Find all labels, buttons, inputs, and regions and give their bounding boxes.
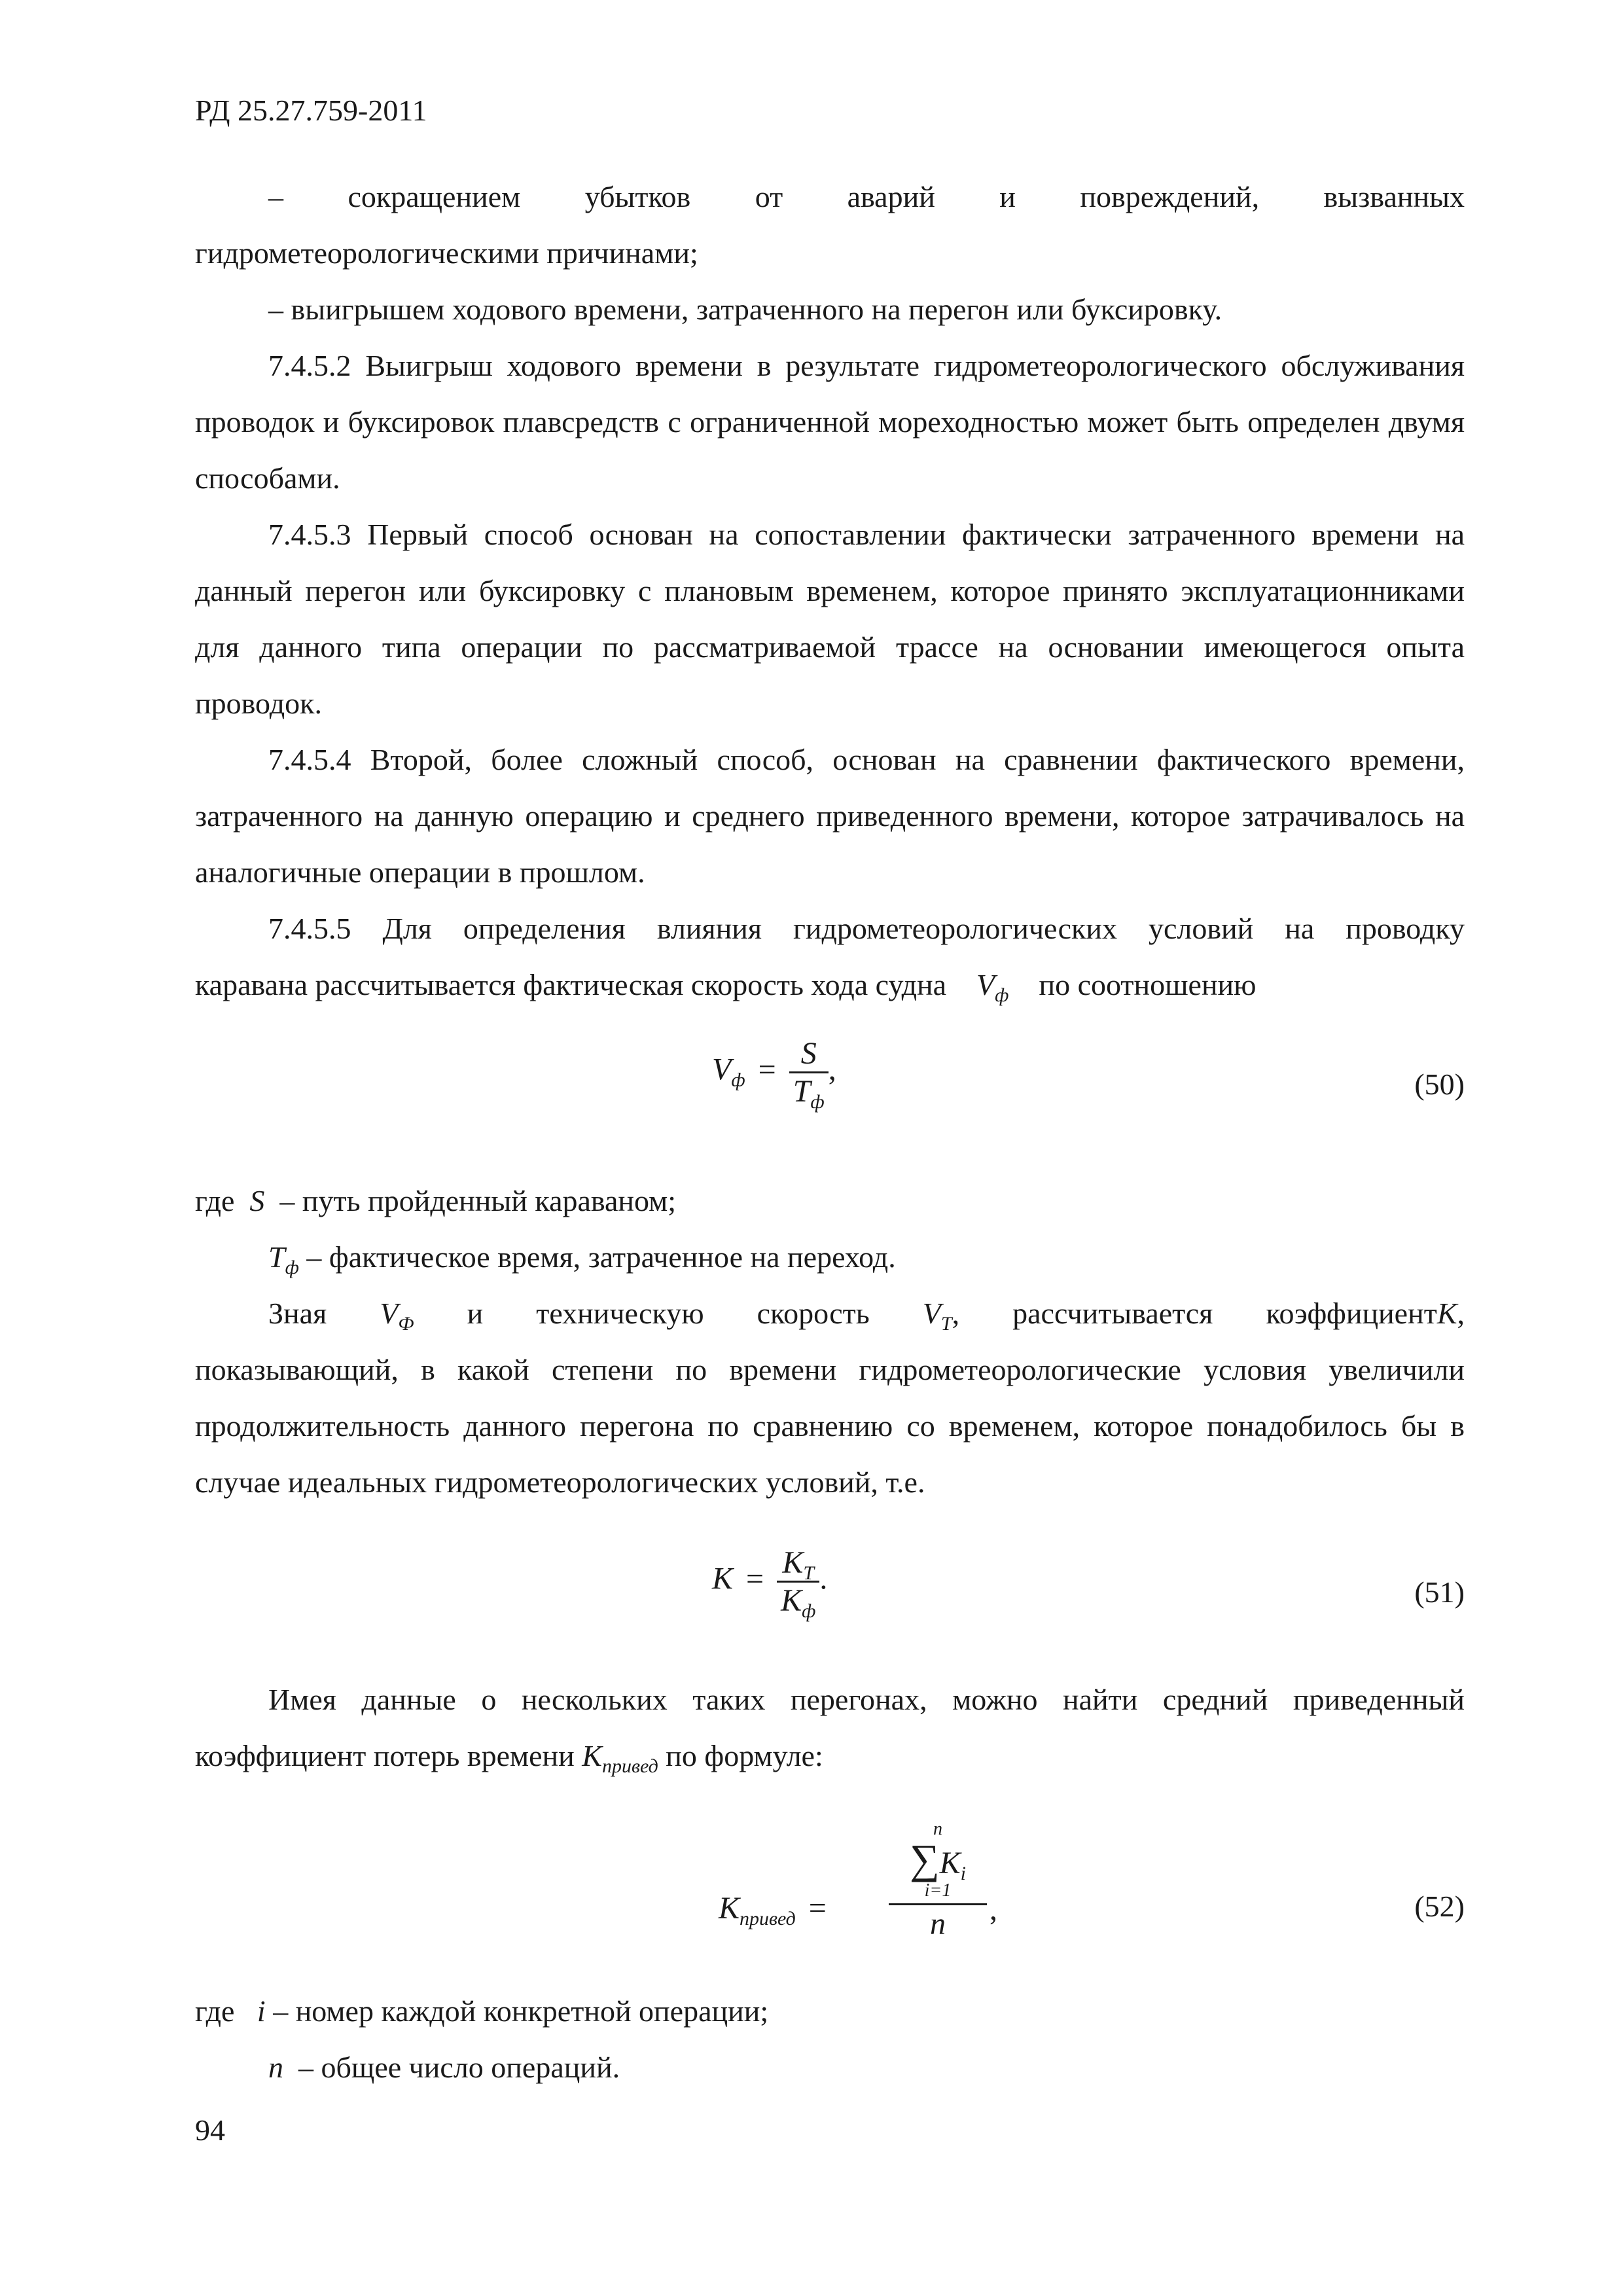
where-s-line: где S – путь пройденный караваном;	[195, 1184, 677, 1217]
text-block-1	[195, 169, 1465, 1013]
formula-52: $K_{привед}$ = n $\sum K_i$ i=1 n , (52)	[195, 1820, 1465, 1970]
page-number: 94	[195, 2113, 225, 2147]
equation-number-51: (51)	[1414, 1575, 1465, 1609]
paragraph-7-4-5-5-line2: каравана рассчитывается фактическая скорость хода судна $V_ф$ по соотношению	[195, 968, 1257, 1006]
paragraph-7-4-5-3: 7.4.5.3 Первый способ основан на сопоставлении фактически затраченного времени на данный перегон или буксировку с плановым временем, которое принято эксплуатационниками для данного типа операции по рассматриваемой трассе на основании имеющегося опыта проводок.	[195, 518, 1465, 720]
fraction: $\frac{K_T}{K_ф}$	[777, 1545, 819, 1619]
formula-50: $V_ф$ = $\frac{S}{T_ф}$ , (50)	[712, 1036, 1465, 1113]
paragraph-7-4-5-4: 7.4.5.4 Второй, более сложный способ, основан на сравнении фактического времени, затраченного на данную операцию и среднего приведенного времени, которое затрачивалось на аналогичные операции в прошлом.	[195, 743, 1465, 889]
formula-51: K = $\frac{K_T}{K_ф}$ . (51)	[712, 1545, 1465, 1622]
sum-numerator: n $\sum K_i$ i=1 n	[889, 1820, 987, 1943]
paragraph-7-4-5-2: 7.4.5.2 Выигрыш ходового времени в результате гидрометеорологического обслуживания проводок и буксировок плавсредств с ограниченной мореходностью может быть определен двумя способами.	[195, 349, 1465, 495]
document-code: РД 25.27.759-2011	[195, 94, 427, 127]
paragraph-7-4-5-5-line1: 7.4.5.5 Для определения влияния гидрометеорологических условий на проводку	[268, 912, 1465, 945]
text-block-where-2	[195, 1983, 1465, 2096]
paragraph-dash-1-line2: гидрометеорологическими причинами;	[195, 236, 698, 270]
equation-number-50: (50)	[1414, 1067, 1465, 1101]
where-i-line: где i – номер каждой конкретной операции;	[195, 1994, 769, 2028]
paragraph-having-line1: Имея данные о нескольких таких перегонах, можно найти средний приведенный	[268, 1683, 1465, 1716]
paragraph-dash-1-line1: – сокращением убытков от аварий и повреждений, вызванных	[268, 180, 1465, 213]
where-n-line: n – общее число операций.	[268, 2051, 620, 2084]
paragraph-dash-2: – выигрышем ходового времени, затраченного на перегон или буксировку.	[268, 293, 1222, 326]
paragraph-knowing-line1: Зная $V_Ф$ и техническую скорость $V_T$, рассчитывается коэффициентK,	[268, 1297, 1465, 1335]
fraction: $\frac{S}{T_ф}$	[789, 1035, 829, 1109]
where-t-line: $T_ф$ – фактическое время, затраченное на переход.	[268, 1240, 896, 1278]
paragraph-having-line2: коэффициент потерь времени $K_{привед}$ по формуле:	[195, 1739, 823, 1777]
text-block-where-1	[195, 1173, 1465, 1511]
paragraph-knowing-rest: показывающий, в какой степени по времени гидрометеорологические условия увеличили продолжительность данного перегона по сравнению со временем, которое понадобилось бы в случае идеальных гидрометеорологических условий, т.е.	[195, 1353, 1465, 1499]
equation-number-52: (52)	[1414, 1890, 1465, 1923]
sigma-symbol: ∑	[910, 1836, 940, 1882]
text-block-having	[195, 1672, 1465, 1784]
variable-v: V	[976, 968, 995, 1001]
